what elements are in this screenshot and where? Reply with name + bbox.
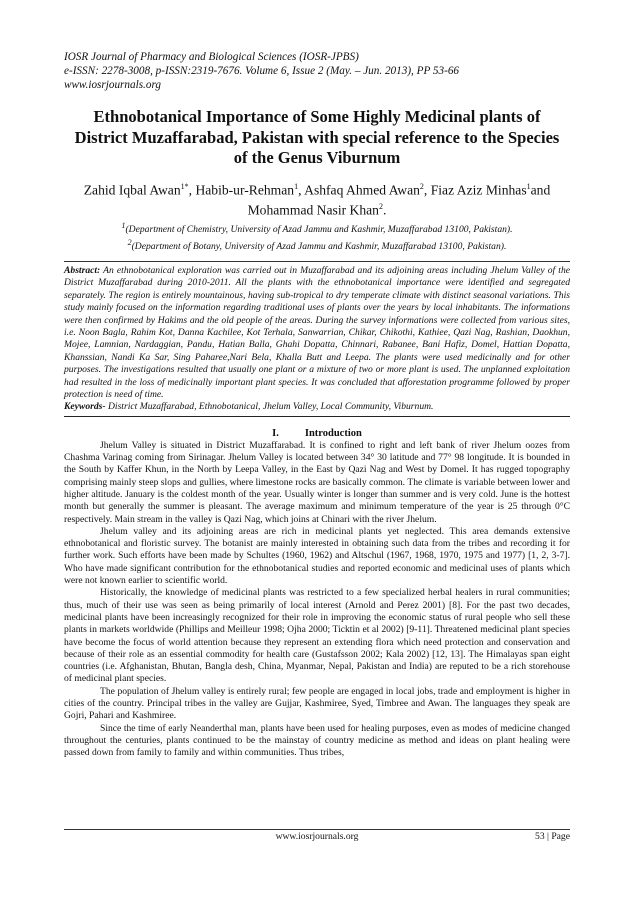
paper-title: Ethnobotanical Importance of Some Highly Medicinal plants of District Muzaffarabad, Pakistan with special reference to the Species of the Genus Viburnum [74, 107, 560, 167]
affiliation-mark: 1 [121, 220, 126, 230]
affiliation-1 [64, 219, 570, 236]
body-text [64, 440, 570, 760]
affiliation-mark: 2 [127, 237, 132, 247]
keywords [64, 401, 570, 413]
author-affil-mark: 1* [180, 181, 189, 191]
page-footer [64, 829, 570, 844]
author-name: and Mohammad Nasir Khan [247, 182, 551, 218]
author-affil-mark: 1 [526, 181, 531, 191]
footer-site[interactable]: www.iosrjournals.org [275, 831, 359, 842]
paper-page [64, 50, 570, 760]
affiliation-2 [64, 236, 570, 253]
author-list: Zahid Iqbal Awan$^{1*}$, Habib-ur-Rehman$^1$, Ashfaq Ahmed Awan$^2$, Fiaz Aziz Minhas$^1$and Mohammad Nasir Khan$^2$. [83, 181, 551, 218]
author-affil-mark: 2 [378, 202, 383, 212]
author-name: Habib-ur-Rehman [195, 182, 295, 198]
journal-name: IOSR Journal of Pharmacy and Biological Sciences (IOSR-JPBS) [64, 51, 359, 63]
abstract-label: Abstract: [64, 264, 101, 276]
keywords-label: Keywords- [64, 401, 106, 413]
section-title: Introduction [304, 427, 362, 439]
body-paragraph: The population of Jhelum valley is entirely rural; few people are engaged in local jobs, trade and employment is higher in cities of the country. Principal tribes in the valley are Gujjar, Kashmiree, Syed, Timbree and Awan. The languages they speak are Gojri, Pahari and Kashmiree. [64, 685, 570, 722]
journal-url[interactable]: www.iosrjournals.org [64, 79, 161, 91]
journal-issn: e-ISSN: 2278-3008, p-ISSN:2319-7676. Volume 6, Issue 2 (May. – Jun. 2013), PP 53-66 [64, 65, 460, 77]
affiliation-text: (Department of Botany, University of Azad Jammu and Kashmir, Muzaffarabad 13100, Pakistan). [131, 240, 507, 252]
section-heading [64, 427, 570, 440]
page-number: 53 | Page [535, 831, 570, 842]
abstract-text: An ethnobotanical exploration was carried out in Muzaffarabad and its adjoining areas including Jhelum Valley of the District Muzaffarabad during 2010-2011. All the plants with the ethnobotanical importance were identified and segregated separately. The region is entirely mountainous, having sub-tropical to dry temperate climate with distinct seasonal variations. This study mainly focused on the information regarding traditional uses of plants over the years by local inhabitants. The informations were then confirmed by Hakims and the old people of the areas. During the survey informations were collected from various sites, i.e. Noon Bagla, Rahim Kot, Danna Kachilee, Kot Terhala, Sanwarrian, Chikar, Chikothi, Kathiee, Qazi Nag, Rashian, Daokhun, Mojee, Lamnian, Nardaggian, Pandu, Hatian Balla, Ghahi Dopatta, Chinnari, Rabanee, Bani Hafiz, Domel, Hattian Dopatta, Khanssian, Nandi Ka Sar, Sing Paharee,Nari Bela, Khalla Butt and Leepa. The plants were used medicinally and for other purposes. The investigations resulted that usually one plant or a mixture of two or more plant is used. The unplanned exploitation had resulted in the loss of medicinally important plant species. It was concluded that afforestation programme followed by proper protection is need of time. [64, 264, 570, 400]
author-affil-mark: 1 [294, 181, 299, 191]
author-affil-mark: 2 [419, 181, 424, 191]
journal-header [64, 50, 570, 92]
keywords-text: District Muzaffarabad, Ethnobotanical, Jhelum Valley, Local Community, Viburnum. [107, 401, 434, 413]
body-paragraph: Historically, the knowledge of medicinal plants was restricted to a few specialized herbal healers in rural communities; thus, much of their use was seen as being primarily of local interest (Arnold and Perez 2001) [8]. For the past two decades, medicinal plants have been increasingly recognized for their role in improving the economic status of rural people who sell these plants in markets worldwide (Phillips and Meilleur 1998; Ojha 2000; Ticktin et al 2002) [9-11]. Threatened medicinal plant species have become the focus of world attention because they represent an extending flora which need protection and conservation and because of their role as an essential commodity for health care (Gustafsson 2002; Kala 2002) [12, 13]. The Himalayas span eight countries (i.e. Afghanistan, Bhutan, Bangla desh, China, Myanmar, Nepal, Pakistan and India) are reputed to be a rich storehouse of medicinal plant species. [64, 587, 570, 685]
author-name: Zahid Iqbal Awan [83, 182, 181, 198]
author-list-end: . [382, 202, 387, 218]
abstract [64, 265, 570, 401]
section-number: I. [272, 427, 279, 439]
body-paragraph: Jhelum valley and its adjoining areas are rich in medicinal plants yet neglected. This area demands extensive ethnobotanical and floristic survey. The botanist are mainly interested in obtaining such data from the tribes and recording it for further work. Such efforts have been made by Schultes (1960, 1962) and Altschul (1967, 1968, 1970, 1975 and 1977) [1, 2, 3-7]. Who have made significant contribution for the ethnobotanical studies and reported economic and medicinal uses of plants which were not known earlier to scientific world. [64, 525, 570, 587]
divider-bottom [64, 416, 570, 417]
author-name: Ashfaq Ahmed Awan [304, 182, 420, 198]
affiliation-text: (Department of Chemistry, University of Azad Jammu and Kashmir, Muzaffarabad 13100, Pakistan). [125, 223, 513, 235]
body-paragraph: Jhelum Valley is situated in District Muzaffarabad. It is confined to right and left bank of river Jhelum oozes from Chashma Varinag coming from Sirinagar. Jhelum Valley is located between 34° 30 latitude and 77° 98 longitude. It is bounded in the South by Kaffer Khun, in the North by Leepa Valley, in the East by Qazi Nag and West by Domel. It has rugged topography comprising mainly steep slops and gullies, where limestone rocks are basically common. The climate is variable between lower and higher altitude. January is the coldest month of the year. Usually winter is longer than summer and is very cold. June is the hottest month but generally the summer is pleasant. The average maximum and minimum temperature of the year is 25 through 0°C respectively. Main stream in the valley is Qazi Nag, which joins at Chinari with the river Jhelum. [64, 439, 570, 525]
author-name: Fiaz Aziz Minhas [430, 182, 527, 198]
divider-top [64, 261, 570, 262]
body-paragraph: Since the time of early Neanderthal man, plants have been used for healing purposes, even as modes of medicine changed throughout the centuries, plants continued to be the mainstay of country medicine as method and ideas on plant healing were passed down from family to family and within communities. Thus tribes, [64, 722, 570, 759]
